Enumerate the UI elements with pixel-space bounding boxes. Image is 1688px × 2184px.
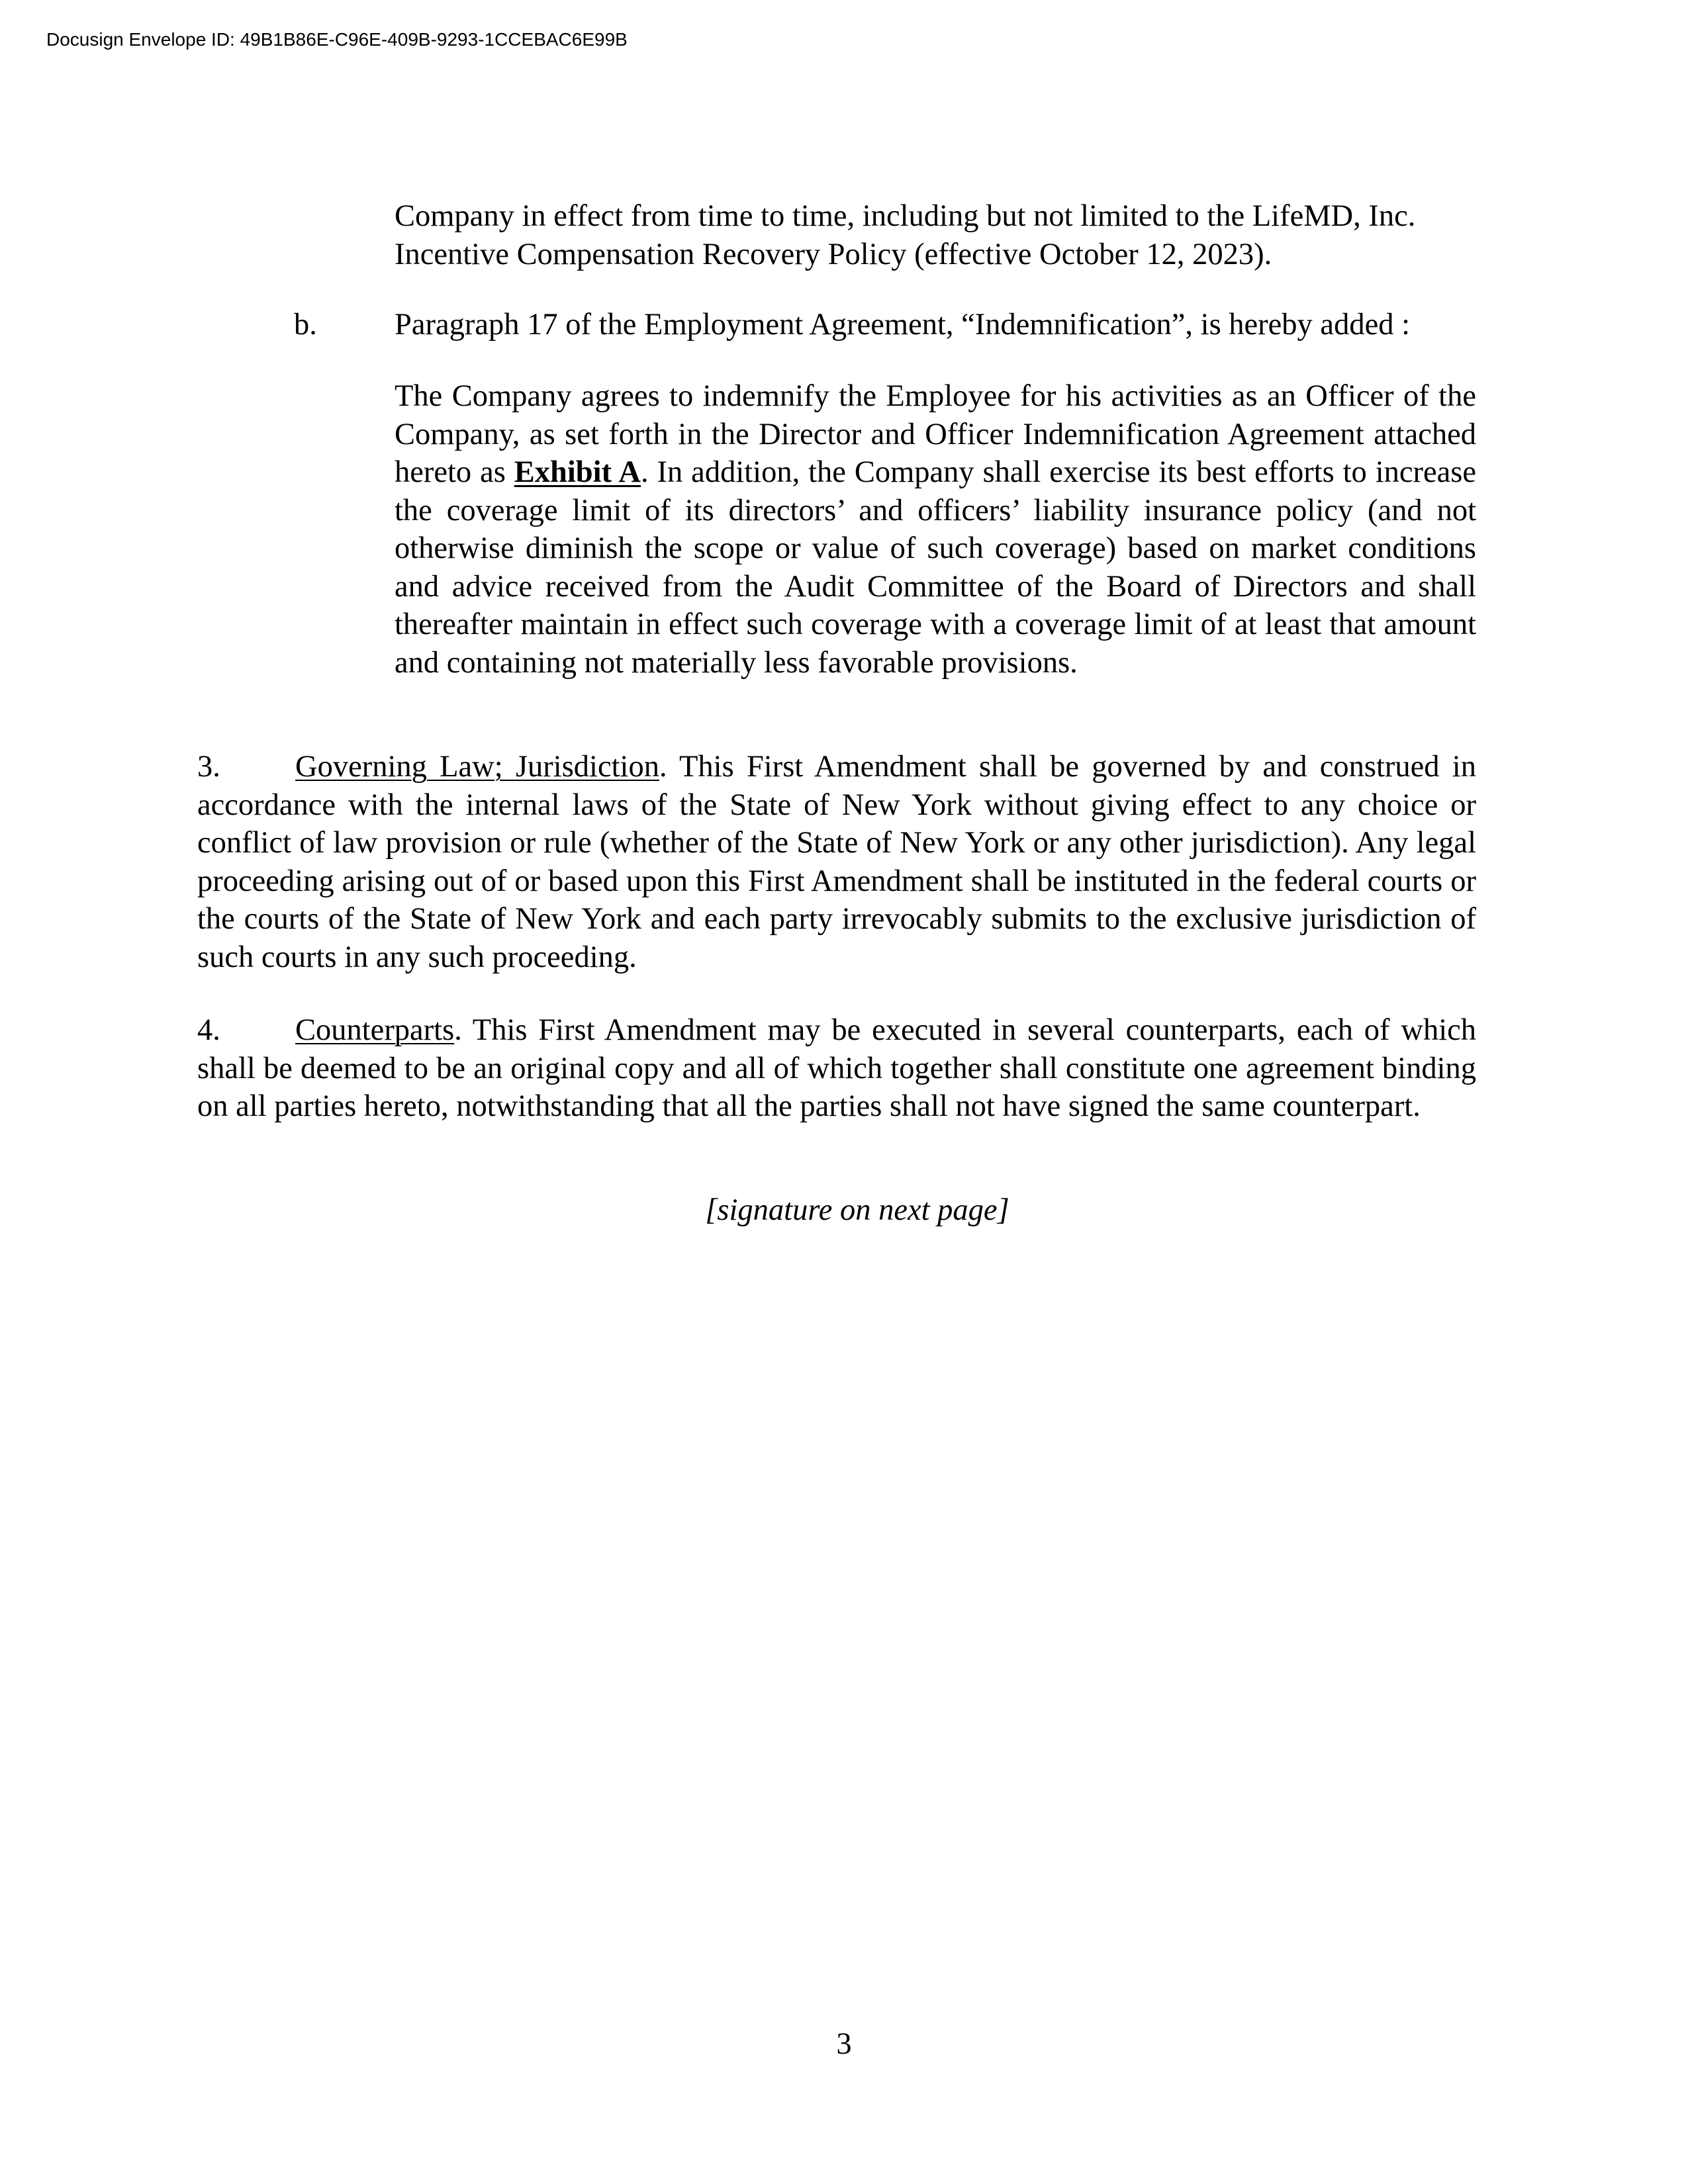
page-number: 3	[836, 2027, 852, 2061]
section-3-governing-law	[197, 748, 1476, 976]
continuation-paragraph	[395, 197, 1474, 273]
signature-note: [signature on next page]	[705, 1193, 1009, 1227]
section-4-heading: Counterparts	[295, 1013, 455, 1047]
section-3-body: . This First Amendment shall be governed by and construed in accordance with the internal laws of the State of New York without giving effect to any choice or conflict of law provision or rule (whether of the State of New York or any other jurisdiction). Any legal proceeding arising out of or based upon this First Amendment shall be instituted in the federal courts or the courts of the State of New York and each party irrevocably submits to the exclusive jurisdiction of such courts in any such proceeding.	[197, 750, 1476, 974]
item-b-text: Paragraph 17 of the Employment Agreement, “Indemnification”, is hereby added :	[395, 308, 1411, 341]
section-3-number: 3.	[197, 750, 220, 784]
section-3-heading: Governing Law; Jurisdiction	[295, 750, 659, 784]
exhibit-a-reference: Exhibit A	[514, 455, 641, 489]
continuation-line-2: Incentive Compensation Recovery Policy (effective October 12, 2023).	[395, 237, 1272, 271]
indemnification-text-after: . In addition, the Company shall exercise its best efforts to increase the coverage limit of its directors’ and officers’ liability insurance policy (and not otherwise diminish the scope or value of such coverage) based on market conditions and advice received from the Audit Committee of the Board of Directors and shall thereafter maintain in effect such coverage with a coverage limit of at least that amount and containing not materially less favorable provisions.	[395, 455, 1477, 680]
section-4-number: 4.	[197, 1013, 220, 1047]
continuation-line-1: Company in effect from time to time, including but not limited to the LifeMD, Inc.	[395, 199, 1416, 233]
section-4-body: . This First Amendment may be executed in several counterparts, each of which shall be deemed to be an original copy and all of which together shall constitute one agreement binding on all parties hereto, notwithstanding that all the parties shall not have signed the same counterpart.	[197, 1013, 1476, 1123]
indemnification-paragraph	[395, 377, 1476, 682]
section-4-counterparts	[197, 1011, 1476, 1126]
item-b-letter: b.	[294, 308, 317, 341]
indemnification-text-before: The Company agrees to indemnify the Employee for his activities as an Officer of the Company, as set forth in the Director and Officer Indemnification Agreement attached hereto as	[395, 379, 1476, 489]
envelope-id-header: Docusign Envelope ID: 49B1B86E-C96E-409B-9293-1CCEBAC6E99B	[46, 29, 628, 50]
